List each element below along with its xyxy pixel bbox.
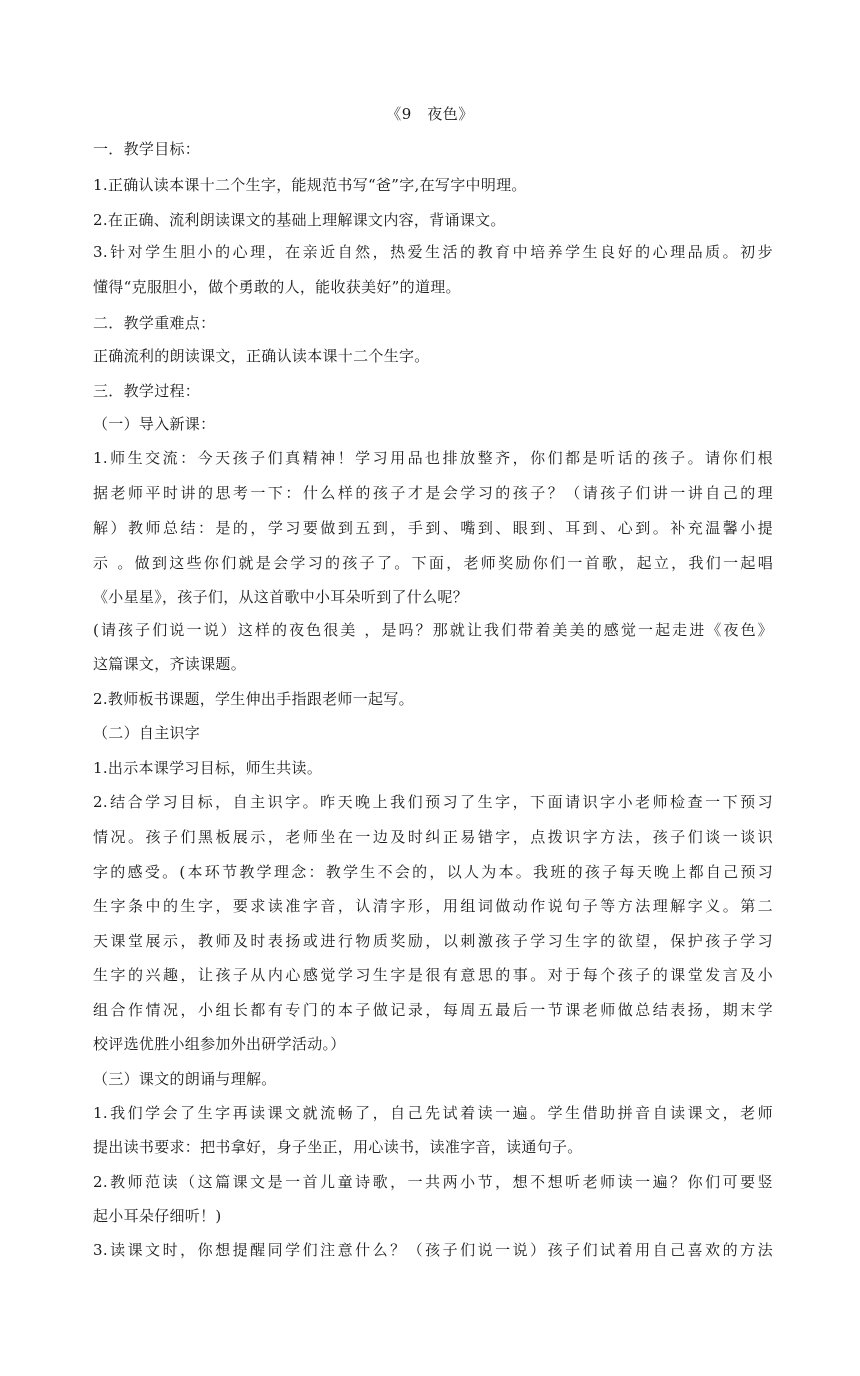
text-line: 据老师平时讲的思考一下：什么样的孩子才是会学习的孩子？（请孩子们讲一讲自己的理 [93, 484, 773, 502]
text-line: 2.教师板书课题，学生伸出手指跟老师一起写。 [93, 690, 414, 708]
text-line: 3.针对学生胆小的心理，在亲近自然，热爱生活的教育中培养学生良好的心理品质。初步 [93, 243, 773, 261]
text-line: 2.教师范读（这篇课文是一首儿童诗歌，一共两小节，想不想听老师读一遍？你们可要竖 [93, 1173, 773, 1191]
section-heading-key-points: 二．教学重难点： [93, 314, 216, 332]
text-line: 2.结合学习目标，自主识字。昨天晚上我们预习了生字，下面请识字小老师检查一下预习 [93, 793, 773, 811]
section-heading-process: 三．教学过程： [93, 382, 201, 400]
subsection-heading-literacy: （二）自主识字 [93, 724, 201, 742]
text-line: 情况。孩子们黑板展示，老师坐在一边及时纠正易错字，点拨识字方法，孩子们谈一谈识 [93, 828, 773, 846]
text-line: 2.在正确、流利朗读课文的基础上理解课文内容，背诵课文。 [93, 211, 506, 229]
text-line: 提出读书要求：把书拿好，身子坐正，用心读书，读准字音，读通句子。 [93, 1138, 583, 1156]
text-line: 字的感受。(本环节教学理念：教学生不会的，以人为本。我班的孩子每天晚上都自己预习 [93, 863, 773, 881]
text-line: (请孩子们说一说）这样的夜色很美 ，是吗？那就让我们带着美美的感觉一起走进《夜色》 [93, 621, 773, 639]
text-line: 组合作情况，小组长都有专门的本子做记录，每周五最后一节课老师做总结表扬，期末学 [93, 1001, 773, 1019]
text-line: 3.读课文时，你想提醒同学们注意什么？（孩子们说一说）孩子们试着用自己喜欢的方法 [93, 1241, 773, 1259]
text-line: 懂得“克服胆小，做个勇敢的人，能收获美好”的道理。 [93, 278, 461, 296]
text-line: 解）教师总结：是的，学习要做到五到，手到、嘴到、眼到、耳到、心到。补充温馨小提 [93, 519, 773, 537]
text-line: 校评选优胜小组参加外出研学活动。） [93, 1035, 346, 1053]
text-line: 天课堂展示，教师及时表扬或进行物质奖励，以刺激孩子学习生字的欲望，保护孩子学习 [93, 932, 773, 950]
text-line: 1.出示本课学习目标，师生共读。 [93, 759, 323, 777]
subsection-heading-intro: （一）导入新课： [93, 415, 216, 433]
subsection-heading-reading: （三）课文的朗诵与理解。 [93, 1070, 277, 1088]
text-line: 正确流利的朗读课文，正确认读本课十二个生字。 [93, 347, 430, 365]
text-line: 生字条中的生字，要求读准字音，认清字形，用组词做动作说句子等方法理解字义。第二 [93, 897, 773, 915]
text-line: 这篇课文，齐读课题。 [93, 655, 247, 673]
text-line: 示 。做到这些你们就是会学习的孩子了。下面，老师奖励你们一首歌，起立，我们一起唱 [93, 554, 773, 572]
text-line: 起小耳朵仔细听！) [93, 1207, 222, 1225]
text-line: 《小星星》，孩子们，从这首歌中小耳朵听到了什么呢？ [93, 588, 469, 606]
text-line: 1.师生交流：今天孩子们真精神！学习用品也排放整齐，你们都是听话的孩子。请你们根 [93, 449, 773, 467]
text-line: 1.我们学会了生字再读课文就流畅了，自己先试着读一遍。学生借助拼音自读课文，老师 [93, 1104, 773, 1122]
section-heading-objectives: 一．教学目标： [93, 140, 201, 158]
text-line: 1.正确认读本课十二个生字，能规范书写“爸”字,在写字中明理。 [93, 176, 527, 194]
document-title: 《9 夜色》 [386, 105, 474, 123]
text-line: 生字的兴趣，让孩子从内心感觉学习生字是很有意思的事。对于每个孩子的课堂发言及小 [93, 966, 773, 984]
